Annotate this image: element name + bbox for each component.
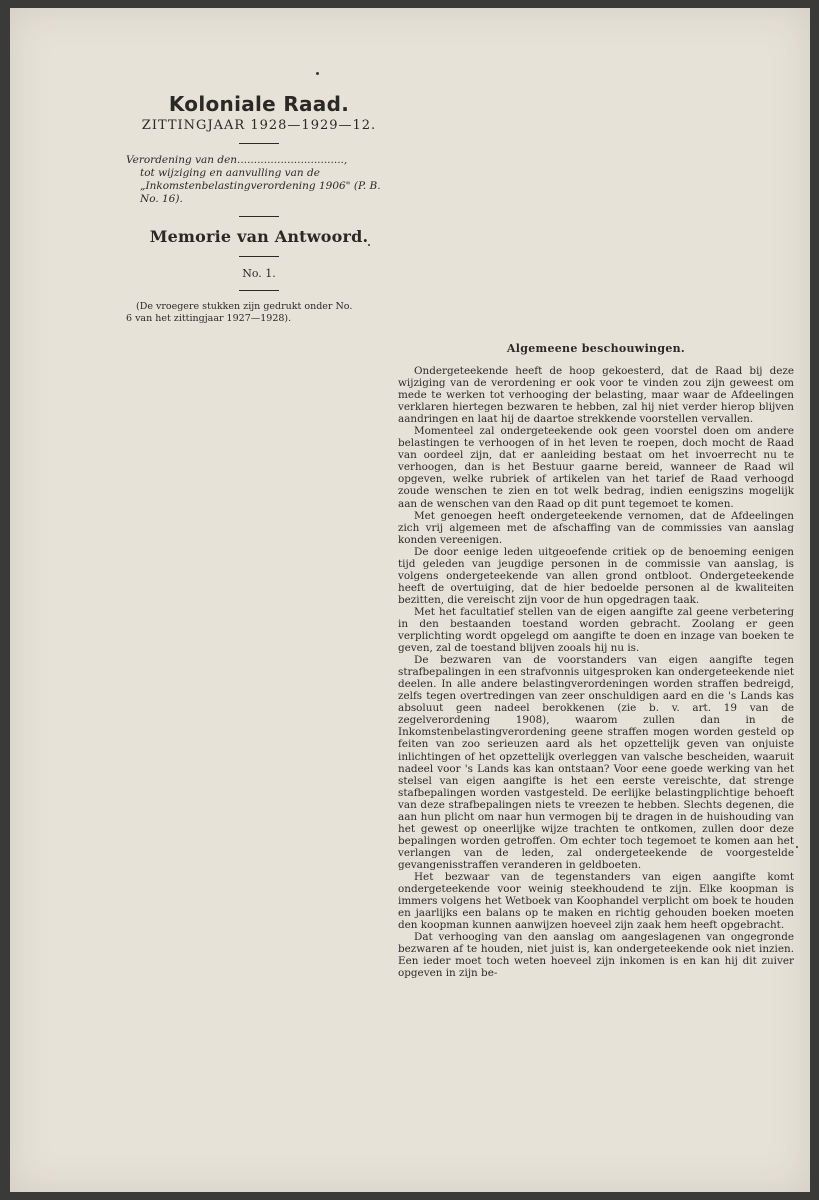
document-number: No. 1.: [242, 267, 276, 280]
paragraph: Dat verhooging van den aanslag om aangeslagenen van ongegronde bezwaren af te houden, niet juist is, kan ondergeteekende ook niet inzien. Een ieder moet toch weten hoeveel zijn inkomen is en kan hij dit zuiver opgeven in zijn be-: [398, 931, 794, 980]
paragraph: De door eenige leden uitgeoefende critiek op de benoeming eenigen tijd geleden van jeugdige personen in de commissie van aanslag, is volgens ondergeteekende van allen grond ontbloot. Ondergeteekende heeft de overtuiging, dat de hier bedoelde personen al de kwaliteiten bezitten, die vereischt zijn voor de hun opgedragen taak.: [398, 545, 794, 606]
divider: [239, 290, 279, 291]
paragraph: Het bezwaar van de tegenstanders van eigen aangifte komt ondergeteekende voor weinig steekhoudend te zijn. Elke koopman is immers volgens het Wetboek van Koophandel verplicht om boek te houden en jaarlijks een balans op te maken en richtig gehouden boeken moeten den koopman kunnen aanwijzen hoeveel zijn zaak hem heeft opgebracht.: [398, 870, 794, 932]
divider: [239, 216, 279, 217]
paragraph: Momenteel zal ondergeteekende ook geen voorstel doen om andere belastingen te verhoogen of in het leven te roepen, doch mocht de Raad van oordeel zijn, dat er aanleiding bestaat om het invoerrecht nu te verhoogen, dan is het Bestuur gaarne bereid, wanneer de Raad wil opgeven, welke rubriek of artikelen van het tarief de Raad verhoogd zoude wenschen te zien en tot welk bedrag, indien eenigszins mogelijk aan de wenschen van den Raad op dit punt tegemoet te komen.: [398, 425, 794, 510]
ink-speck: [316, 72, 319, 75]
divider: [239, 143, 279, 144]
body-column: [398, 342, 794, 979]
ordinance-subject: tot wijziging en aanvulling van de „Inkomstenbelastingverordening 1906" (P. B. No. 16).: [140, 167, 381, 205]
section-heading: Algemeene beschouwingen.: [506, 342, 686, 355]
document-title: Memorie van Antwoord.: [149, 227, 369, 246]
paragraph: Ondergeteekende heeft de hoop gekoesterd, dat de Raad bij deze wijziging van de verordening er ook voor te vinden zou zijn geweest om mede te werken tot verhooging der belasting, maar waar de Afdeelingen verklaren hiertegen bezwaren te hebben, zal hij niet verder hierop blijven aandringen en laat hij de daartoe strekkende voorstellen vervallen.: [398, 365, 794, 426]
header-column: [126, 92, 392, 325]
paragraph: Met genoegen heeft ondergeteekende vernomen, dat de Afdeelingen zich vrij algemeen met de afschaffing van de commissies van aanslag konden vereenigen.: [398, 509, 794, 546]
ordinance-title: [126, 154, 392, 206]
paragraph: De bezwaren van de voorstanders van eigen aangifte tegen strafbepalingen in een strafvonnis uitgesproken kan ondergeteekende niet deelen. In alle andere belastingverordeningen worden straffen bedreigd, zelfs tegen overtredingen van zeer onschuldigen aard en die 's Lands kas absoluut geen nadeel berokkenen (zie b. v. art. 19 van de zegelverordening 1908), waarom zullen dan in de Inkomstenbelastingverordening geene straffen mogen worden gesteld op feiten van zoo serieuzen aard als het opzettelijk geven van onjuiste inlichtingen of het opzettelijk overleggen van valsche bescheiden, waaruit nadeel voor 's Lands kas kan ontstaan? Voor eene goede werking van het stelsel van eigen aangifte is het een eerste vereischte, dat strenge stafbepalingen worden vastgesteld. De eerlijke belastingplichtige behoeft van deze strafbepalingen niets te vreezen te hebben. Slechts degenen, die aan hun plicht om naar hun vermogen bij te dragen in de huishouding van het gewest op oneerlijke wijze trachten te ontkomen, zullen door deze bepalingen worden getroffen. Om echter toch tegemoet te komen aan het verlangen van de leden, zal ondergeteekende de voorgestelde gevangenisstraffen veranderen in geldboeten.: [398, 654, 794, 871]
ordinance-line: Verordening van den................................,: [126, 154, 348, 166]
session-year: ZITTINGJAAR 1928—1929—12.: [141, 118, 377, 133]
reference-note: [126, 301, 392, 325]
note-line: (De vroegere stukken zijn gedrukt onder No.: [136, 301, 353, 312]
divider: [239, 256, 279, 257]
council-title: Koloniale Raad.: [168, 92, 350, 116]
paragraph: Met het facultatief stellen van de eigen aangifte zal geene verbetering in den bestaanden toestand worden gebracht. Zoolang er geen verplichting wordt opgelegd om aangifte te doen en inzage van boeken te geven, zal de toestand blijven zooals hij nu is.: [398, 605, 794, 655]
note-continuation: 6 van het zittingjaar 1927—1928).: [126, 313, 292, 324]
document-page: [10, 8, 810, 1192]
ink-speck: [796, 846, 798, 848]
